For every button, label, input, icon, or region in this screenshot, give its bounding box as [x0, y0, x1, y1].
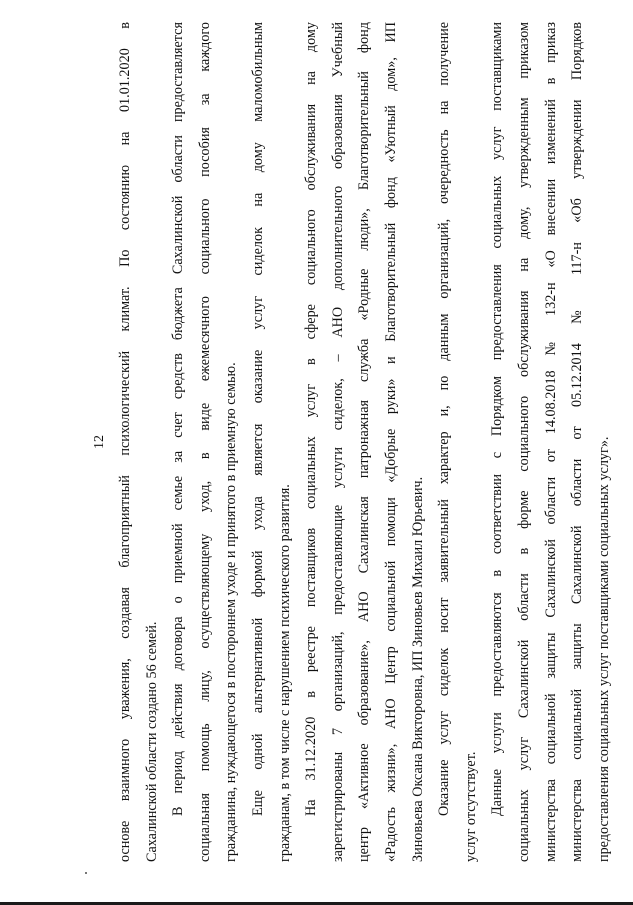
body-text [112, 22, 617, 862]
text-line: Зиновьева Оксана Викторовна, ИП Зиновьев Михаил Юрьевич. [409, 476, 426, 862]
text-line: предоставления социальных услуг поставщиками социальных услуг». [595, 436, 612, 862]
scan-dot [85, 872, 87, 874]
page-content [90, 22, 612, 862]
text-line: Еще одной альтернативной формой ухода является оказание услуг сиделок на дому маломобильным [249, 22, 266, 816]
text-line: министерства социальной защиты Сахалинской области от 05.12.2014 № 117-н «Об утверждении Порядков [569, 22, 586, 862]
text-line: В период действия договора о приемной семье за счет средств бюджета Сахалинской области предоставляется [170, 22, 187, 816]
text-line: На 31.12.2020 в реестре поставщиков социальных услуг в сфере социального обслуживания на дому [303, 22, 320, 816]
text-line: социальная помощь лицу, осуществляющему уход, в виде ежемесячного социального пособия за каждого [196, 22, 213, 862]
text-line: основе взаимного уважения, создавая благоприятный психологический климат. По состоянию на 01.01.2020 в [117, 22, 133, 862]
text-line: центр «Активное образование», АНО Сахалинская патронажная служба «Родные люди», Благотворительный фонд [356, 22, 373, 862]
text-line: министерства социальной защиты Сахалинской области от 14.08.2018 № 132-н «О внесении изменений в приказ [542, 22, 559, 862]
text-line: Данные услуги предоставляются в соответствии с Порядком предоставления социальных услуг поставщиками [489, 22, 506, 816]
text-line: услуг отсутствует. [462, 751, 479, 862]
text-line: гражданам, в том числе с нарушением психического развития. [276, 484, 293, 862]
text-line: зарегистрированы 7 организаций, предоставляющие услуги сиделок, – АНО дополнительного образования Учебный [329, 22, 346, 862]
text-line: Оказание услуг сиделок носит заявительный характер и, по данным организаций, очередность на получение [436, 22, 453, 816]
text-line: «Радость жизни», АНО Центр социальной помощи «Добрые руки» и Благотворительный фонд «Уютный дом», ИП [382, 22, 399, 862]
text-line: гражданина, нуждающегося в постороннем уходе и принятого в приемную семью. [223, 362, 240, 862]
rotated-text-area [90, 22, 612, 862]
text-line: социальных услуг Сахалинской области в форме социального обслуживания на дому, утвержденным приказом [515, 22, 532, 862]
text-line: Сахалинской области создано 56 семей. [143, 621, 160, 862]
page-number: 12 [92, 435, 107, 449]
